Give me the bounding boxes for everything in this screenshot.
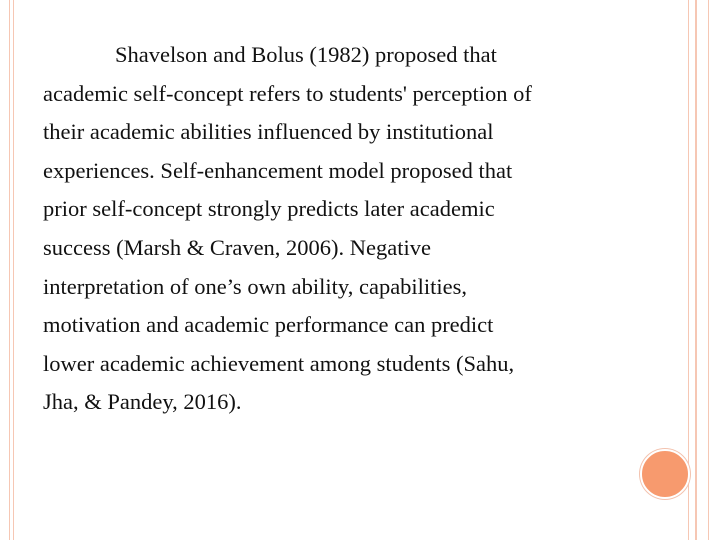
paragraph-line: motivation and academic performance can predict: [43, 312, 494, 338]
right-border-line: [708, 0, 709, 540]
right-border-line: [695, 0, 697, 540]
right-border-line: [688, 0, 689, 540]
paragraph-line: their academic abilities influenced by institutional: [43, 119, 494, 145]
paragraph-line: prior self-concept strongly predicts later academic: [43, 196, 495, 222]
left-border-line: [9, 0, 10, 540]
left-border-line: [13, 0, 14, 540]
paragraph-line: Jha, & Pandey, 2016).: [43, 389, 242, 415]
paragraph-line: interpretation of one’s own ability, capabilities,: [43, 273, 468, 299]
paragraph-line: success (Marsh & Craven, 2006). Negative: [43, 234, 432, 260]
paragraph-line: academic self-concept refers to students' perception of: [43, 80, 532, 106]
body-paragraph: [43, 36, 663, 422]
paragraph-line: lower academic achievement among students (Sahu,: [43, 350, 515, 376]
paragraph-line: Shavelson and Bolus (1982) proposed that: [115, 42, 497, 67]
paragraph-line: experiences. Self-enhancement model proposed that: [43, 157, 513, 183]
decorative-circle: [640, 449, 690, 499]
